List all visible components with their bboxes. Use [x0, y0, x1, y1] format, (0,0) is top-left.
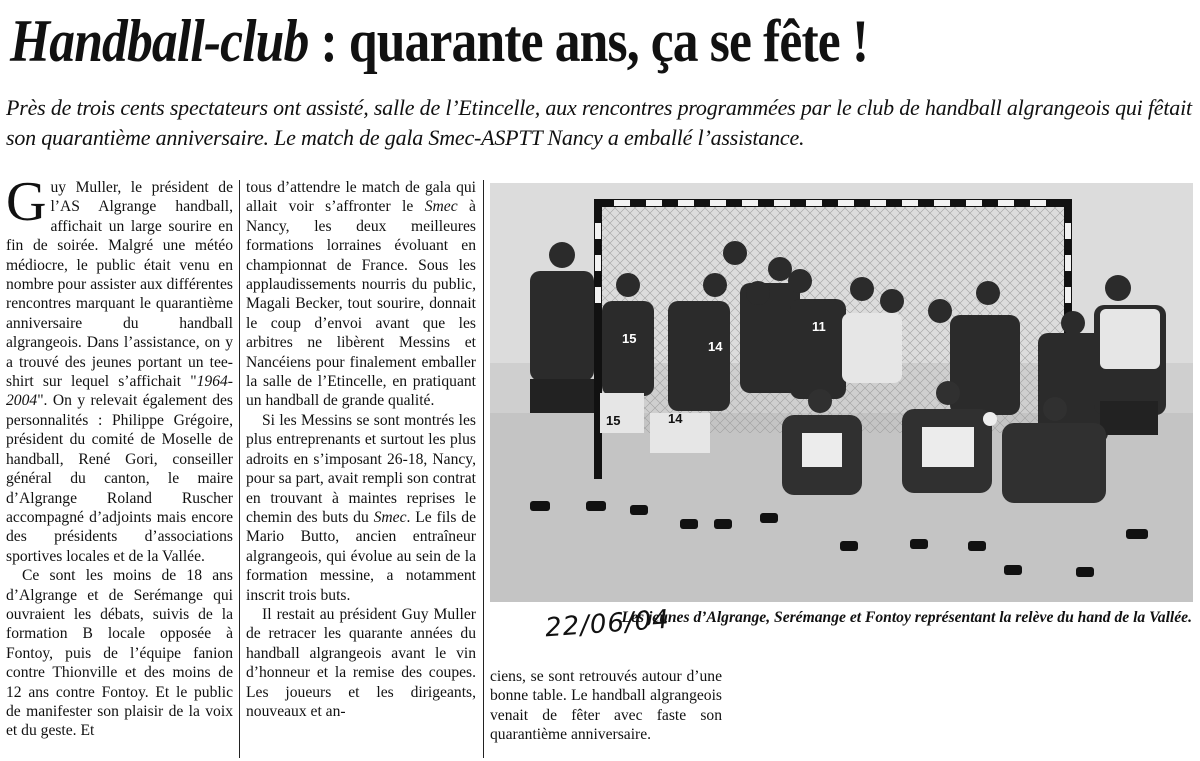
article-text: Si les Messins se sont montrés les plus entreprenants et surtout les plus adroits en s’imposant 26-18, Nancy, pour sa part, avait rempli son contrat en trouvant à maintes reprises le chemin des buts du — [246, 411, 476, 526]
standfirst: Près de trois cents spectateurs ont assisté, salle de l’Etincelle, aux rencontres programmées par le club de handball algrangeois qui fêtait son quarantième anniversaire. Le match de gala Smec-ASPTT Nancy a emballé l’assistance. — [6, 95, 1192, 150]
handwritten-date: 22/06/04 — [544, 604, 671, 644]
article-paragraph — [6, 171, 233, 566]
drop-cap: G — [6, 171, 47, 233]
article-emphasis: Smec — [373, 508, 407, 526]
article-text: tous d’attendre le match de gala qui allait voir s’affronter le — [246, 179, 476, 216]
article-text: . Le fils de Mario Butto, ancien entraîneur algrangeois, qui évolue au sein de la formation messine, a notamment inscrit trois buts. — [246, 508, 476, 604]
jersey-number: 14 — [668, 411, 683, 426]
article-text: ". On y relevait également des personnalités : Philippe Grégoire, président du comité de Moselle de handball, René Gori, conseiller général du canton, le maire d’Algrange Roland Ruscher accompagné d’adjoints mais encore des présidents d’associations sportives locales et de la Vallée. — [6, 392, 233, 565]
jersey-number: 14 — [708, 339, 723, 354]
article-paragraph — [246, 178, 476, 411]
article-emphasis: 1964-2004 — [6, 373, 233, 410]
column-rule-2 — [483, 180, 484, 758]
article-column-3 — [490, 667, 722, 745]
article-paragraph: Ce sont les moins de 18 ans d’Algrange et de Serémange qui ouvraient les débats, suivis de la formation B locale opposée à Fontoy, puis de l’équipe fanion contre Thionville et des moins de 12 ans contre Fontoy. Et le public de manifester son plaisir de la voix et du geste. Et — [6, 567, 233, 740]
article-column-2 — [246, 178, 476, 721]
article-text: uy Muller, le président de l’AS Algrange handball, affichait un large sourire en fin de soirée. Malgré une météo médiocre, le public était venu en nombre pour assister aux différentes rencontres marquant le quarantième anniversaire du handball algrangeois. Dans l’assistance, on y a trouvé des jeunes portant un tee-shirt sur lequel s’affichait " — [6, 179, 233, 391]
article-paragraph: ciens, se sont retrouvés autour d’une bonne table. Le handball algrangeois venait de fêter avec faste son quarantième anniversaire. — [490, 668, 722, 744]
article-text: à Nancy, les deux meilleures formations lorraines évoluant en championnat de France. Sous les applaudissements nourris du public, Magali Becker, tout sourire, donnait le coup d’envoi avant que les arbitres ne libèrent Messins et Nancéiens pour finalement emballer la salle de l’Etincelle, en pratiquant un handball de grande qualité. — [246, 198, 476, 410]
column-rule-1 — [239, 180, 240, 758]
photo-caption: Les jeunes d’Algrange, Serémange et Fontoy représentant la relève du hand de la Vallée. — [621, 609, 1192, 626]
article-paragraph: Il restait au président Guy Muller de retracer les quarante années du handball algrangeois avant le vin d’honneur et la remise des coupes. Les joueurs et les dirigeants, nouveaux et an- — [246, 605, 476, 720]
jersey-number: 11 — [812, 319, 826, 334]
jersey-number: 15 — [606, 413, 621, 428]
headline — [10, 4, 1029, 78]
article-column-1 — [6, 171, 233, 741]
headline-lead: Handball-club — [10, 8, 309, 74]
team-photo-illustration — [490, 183, 1193, 602]
team-photo — [490, 183, 1193, 602]
article-paragraph — [246, 411, 476, 605]
headline-rest: : quarante ans, ça se fête ! — [308, 8, 869, 74]
article-emphasis: Smec — [424, 198, 458, 216]
jersey-number: 15 — [622, 331, 637, 346]
